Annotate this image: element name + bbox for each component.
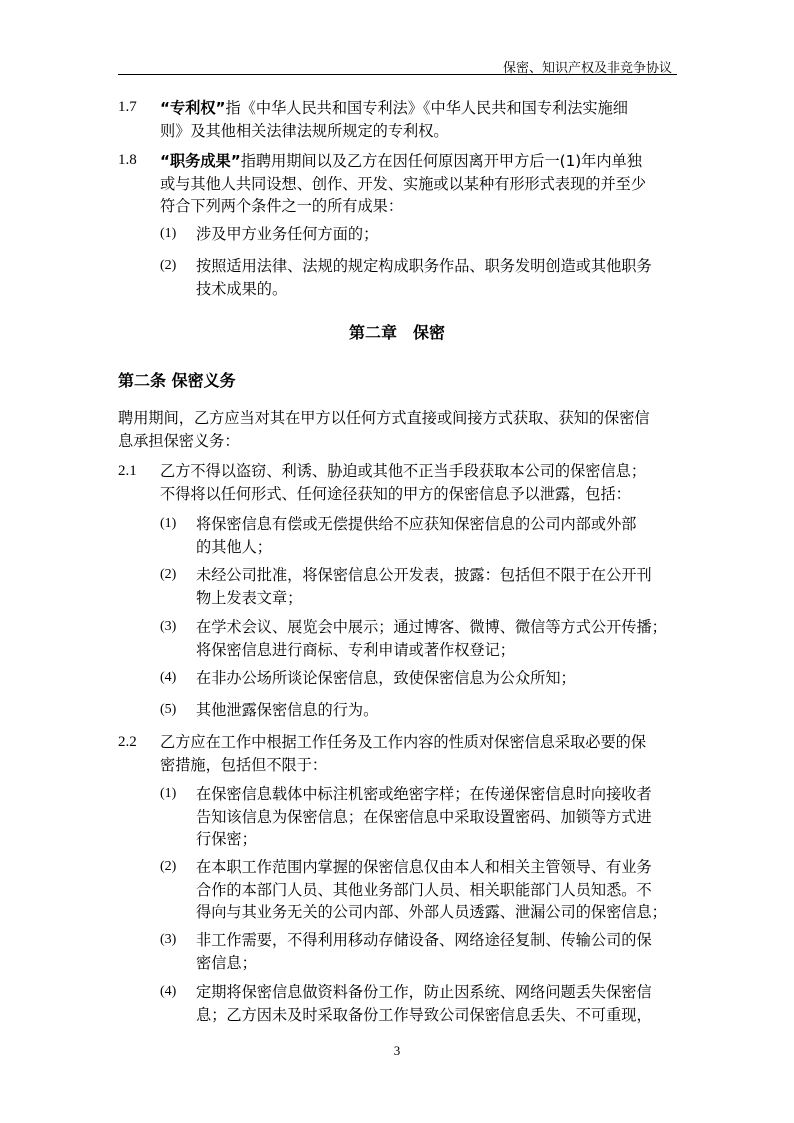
item-number: (2) [160, 567, 177, 582]
item-line: 其他泄露保密信息的行为。 [196, 701, 379, 719]
chapter-heading: 第二章 保密 [348, 323, 445, 342]
item-line: 在本职工作范围内掌握的保密信息仅由本人和相关主管领导、有业务 [196, 858, 652, 876]
item-line: 将保密信息进行商标、专利申请或著作权登记； [196, 640, 515, 659]
item-line: 得向与其业务无关的公司内部、外部人员透露、泄漏公司的保密信息； [196, 903, 667, 921]
header-title: 保密、知识产权及非竞争协议 [502, 61, 672, 76]
list-item [196, 783, 652, 851]
header-rule [118, 74, 677, 75]
clause-text: 指聘用期间以及乙方在因任何原因离开甲方后一(1)年内单独 [240, 152, 642, 170]
item-number: (3) [160, 932, 177, 947]
clause-number: 2.1 [118, 463, 137, 479]
item-number: (1) [160, 786, 177, 801]
defined-term: “专利权” [160, 99, 226, 117]
item-number: (4) [160, 984, 177, 999]
item-line: 在非办公场所谈论保密信息，致使保密信息为公众所知； [196, 669, 576, 687]
page-number: 3 [393, 1043, 401, 1058]
clause-line: 乙方不得以盗窃、利诱、胁迫或其他不正当手段获取本公司的保密信息； [160, 462, 646, 480]
item-line: 在保密信息载体中标注机密或绝密字样；在传递保密信息时向接收者 [196, 785, 652, 803]
list-item [196, 255, 652, 300]
article-heading: 第二条 保密义务 [118, 371, 236, 390]
item-number: (1) [160, 516, 177, 531]
clause-number: 2.2 [118, 734, 137, 750]
clause-line: 密措施，包括但不限于： [160, 755, 328, 774]
item-line: 在学术会议、展览会中展示；通过博客、微博、微信等方式公开传播； [196, 618, 667, 636]
list-item [196, 616, 667, 661]
item-line: 将保密信息有偿或无偿提供给不应获知保密信息的公司内部或外部 [196, 515, 637, 533]
item-line: 告知该信息为保密信息；在保密信息中采取设置密码、加锁等方式进 [196, 807, 652, 826]
clause-line [160, 97, 628, 120]
list-item [196, 223, 378, 246]
item-line: 未经公司批准，将保密信息公开发表，披露：包括但不限于在公开刊 [196, 566, 652, 584]
clause-2-1 [160, 460, 646, 505]
item-line: 的其他人； [196, 537, 272, 556]
list-item [196, 699, 378, 722]
item-line: 合作的本部门人员、其他业务部门人员、相关职能部门人员知悉。不 [196, 880, 652, 899]
clause-1-8 [160, 150, 646, 218]
list-item [196, 513, 636, 558]
list-item [196, 981, 652, 1026]
item-line: 按照适用法律、法规的规定构成职务作品、职务发明创造或其他职务 [196, 257, 652, 275]
item-line: 行保密； [196, 830, 257, 848]
clause-line: 符合下列两个条件之一的所有成果： [160, 197, 403, 215]
defined-term: “职务成果” [160, 152, 241, 170]
item-number: (5) [160, 702, 177, 717]
list-item [196, 564, 652, 609]
item-line: 密信息； [196, 953, 257, 972]
clause-number: 1.7 [118, 99, 137, 115]
list-item [196, 667, 576, 690]
clause-line: 则》及其他相关法律法规所规定的专利权。 [160, 121, 449, 140]
item-number: (2) [160, 258, 177, 273]
item-number: (1) [160, 226, 177, 241]
item-line: 非工作需要，不得利用移动存储设备、网络途径复制、传输公司的保 [196, 931, 652, 949]
item-line: 技术成果的。 [196, 279, 288, 298]
clause-line: 或与其他人共同设想、创作、开发、实施或以某种有形形式表现的并至少 [160, 174, 646, 193]
clause-line: 不得将以任何形式、任何途径获知的甲方的保密信息予以泄露，包括： [160, 484, 631, 503]
paragraph-line: 聘用期间，乙方应当对其在甲方以任何方式直接或间接方式获取、获知的保密信 [118, 409, 650, 427]
item-line: 涉及甲方业务任何方面的； [196, 225, 379, 243]
clause-text: 指《中华人民共和国专利法》《中华人民共和国专利法实施细 [225, 99, 628, 117]
clause-line: 乙方应在工作中根据工作任务及工作内容的性质对保密信息采取必要的保 [160, 733, 646, 751]
item-line: 物上发表文章； [196, 588, 303, 607]
item-number: (2) [160, 859, 177, 874]
list-item [196, 929, 652, 974]
item-number: (3) [160, 619, 177, 634]
list-item [196, 856, 667, 924]
intro-paragraph [118, 407, 650, 452]
clause-1-7 [160, 97, 628, 142]
item-line: 定期将保密信息做资料备份工作，防止因系统、网络问题丢失保密信 [196, 983, 652, 1001]
item-number: (4) [160, 670, 177, 685]
paragraph-line: 息承担保密义务： [118, 431, 240, 450]
clause-number: 1.8 [118, 152, 137, 168]
clause-line [160, 150, 646, 173]
clause-2-2 [160, 731, 646, 776]
item-line: 息；乙方因未及时采取备份工作导致公司保密信息丢失、不可重现， [196, 1005, 652, 1024]
